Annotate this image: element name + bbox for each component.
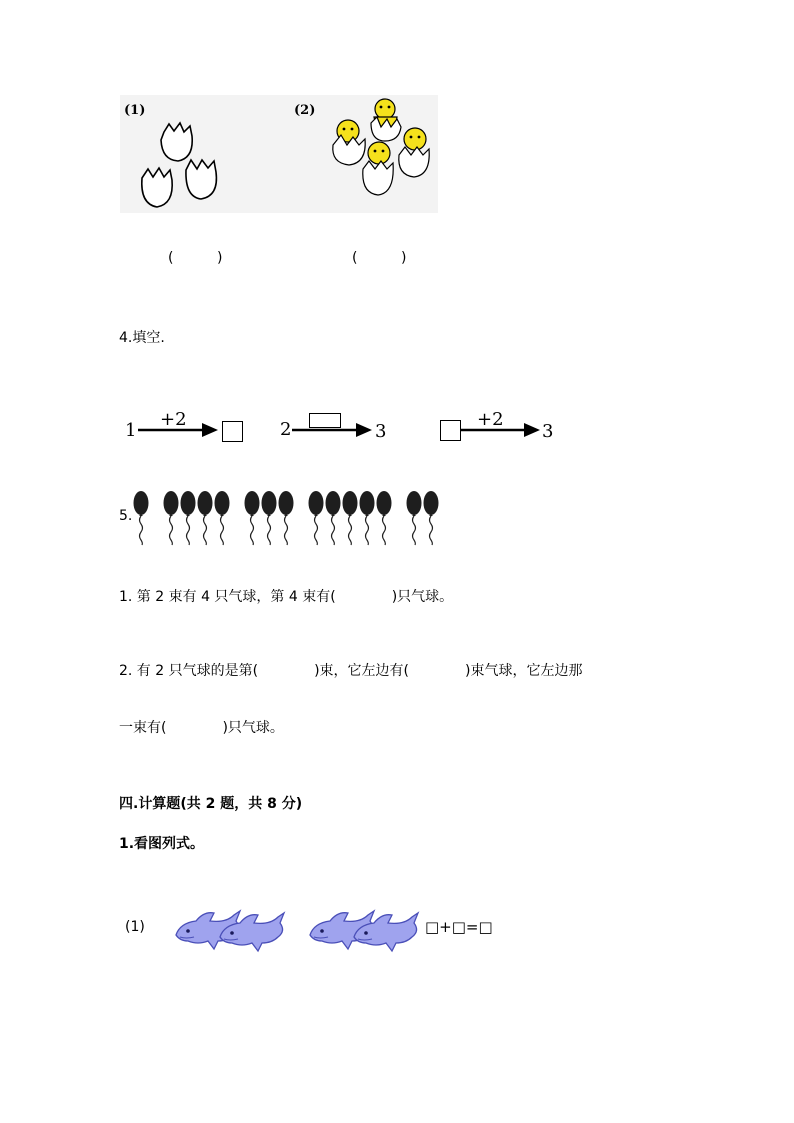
eggs-picture-panel bbox=[120, 95, 438, 213]
answer-paren-1-open: ( bbox=[168, 250, 174, 266]
picture-label-1: (1) bbox=[124, 103, 146, 118]
balloon bbox=[377, 491, 392, 515]
balloon-string bbox=[268, 516, 271, 545]
arrow3-end-number: 3 bbox=[542, 421, 554, 442]
picture-label-2: (2) bbox=[294, 103, 316, 118]
balloon-string bbox=[251, 516, 254, 545]
question-5-line-1: 1. 第 2 束有 4 只气球，第 4 束有( )只气球。 bbox=[119, 589, 454, 605]
balloon bbox=[215, 491, 230, 515]
answer-box-1[interactable] bbox=[222, 421, 243, 442]
arrow2-start-number: 2 bbox=[280, 419, 292, 440]
balloon-string bbox=[221, 516, 224, 545]
balloon-bunch bbox=[164, 491, 230, 545]
question-5-line-3: 一束有( )只气球。 bbox=[119, 720, 284, 736]
balloon bbox=[343, 491, 358, 515]
balloon-string bbox=[315, 516, 318, 545]
section-4-heading: 四.计算题(共 2 题，共 8 分) bbox=[119, 796, 303, 812]
balloon-string bbox=[140, 516, 143, 545]
arrow1-operation: +2 bbox=[160, 409, 187, 430]
balloon bbox=[262, 491, 277, 515]
question-5-label: 5. bbox=[119, 508, 133, 524]
balloon-string bbox=[349, 516, 352, 545]
arrow3-icon bbox=[458, 420, 542, 440]
balloon bbox=[164, 491, 179, 515]
arrow3-operation: +2 bbox=[477, 409, 504, 430]
balloon-string bbox=[187, 516, 190, 545]
balloon-bunches-picture bbox=[130, 488, 510, 546]
equation-answer-boxes[interactable]: □+□=□ bbox=[425, 918, 493, 936]
question-4-title: 4.填空. bbox=[119, 330, 165, 346]
item-1-label: (1) bbox=[125, 919, 145, 935]
arrow2-icon bbox=[290, 420, 374, 440]
section-4-question-1-title: 1.看图列式。 bbox=[119, 836, 205, 852]
answer-paren-2-close: ) bbox=[401, 250, 407, 266]
hatched-chicks-picture bbox=[325, 97, 440, 205]
arrow1-icon bbox=[136, 420, 220, 440]
balloon bbox=[279, 491, 294, 515]
balloon-bunch bbox=[245, 491, 294, 545]
balloon-string bbox=[170, 516, 173, 545]
balloon bbox=[309, 491, 324, 515]
balloon-bunch bbox=[309, 491, 392, 545]
balloon-string bbox=[285, 516, 288, 545]
balloon bbox=[360, 491, 375, 515]
balloon-string bbox=[430, 516, 433, 545]
arrow1-start-number: 1 bbox=[125, 420, 137, 441]
balloon-string bbox=[413, 516, 416, 545]
balloon-bunch bbox=[407, 491, 439, 545]
balloon bbox=[198, 491, 213, 515]
balloon bbox=[134, 491, 149, 515]
balloon bbox=[245, 491, 260, 515]
answer-paren-1-close: ) bbox=[217, 250, 223, 266]
balloon-bunch bbox=[134, 491, 149, 545]
balloon bbox=[424, 491, 439, 515]
balloon-string bbox=[366, 516, 369, 545]
balloon bbox=[181, 491, 196, 515]
balloon-string bbox=[204, 516, 207, 545]
balloon bbox=[407, 491, 422, 515]
question-5-line-2: 2. 有 2 只气球的是第( )束，它左边有( )束气球，它左边那 bbox=[119, 663, 583, 679]
balloon bbox=[326, 491, 341, 515]
balloon-string bbox=[383, 516, 386, 545]
arrow2-end-number: 3 bbox=[375, 421, 387, 442]
answer-paren-2-open: ( bbox=[352, 250, 358, 266]
balloon-string bbox=[332, 516, 335, 545]
dolphins-picture bbox=[174, 905, 434, 955]
empty-eggshells-picture bbox=[138, 120, 238, 212]
